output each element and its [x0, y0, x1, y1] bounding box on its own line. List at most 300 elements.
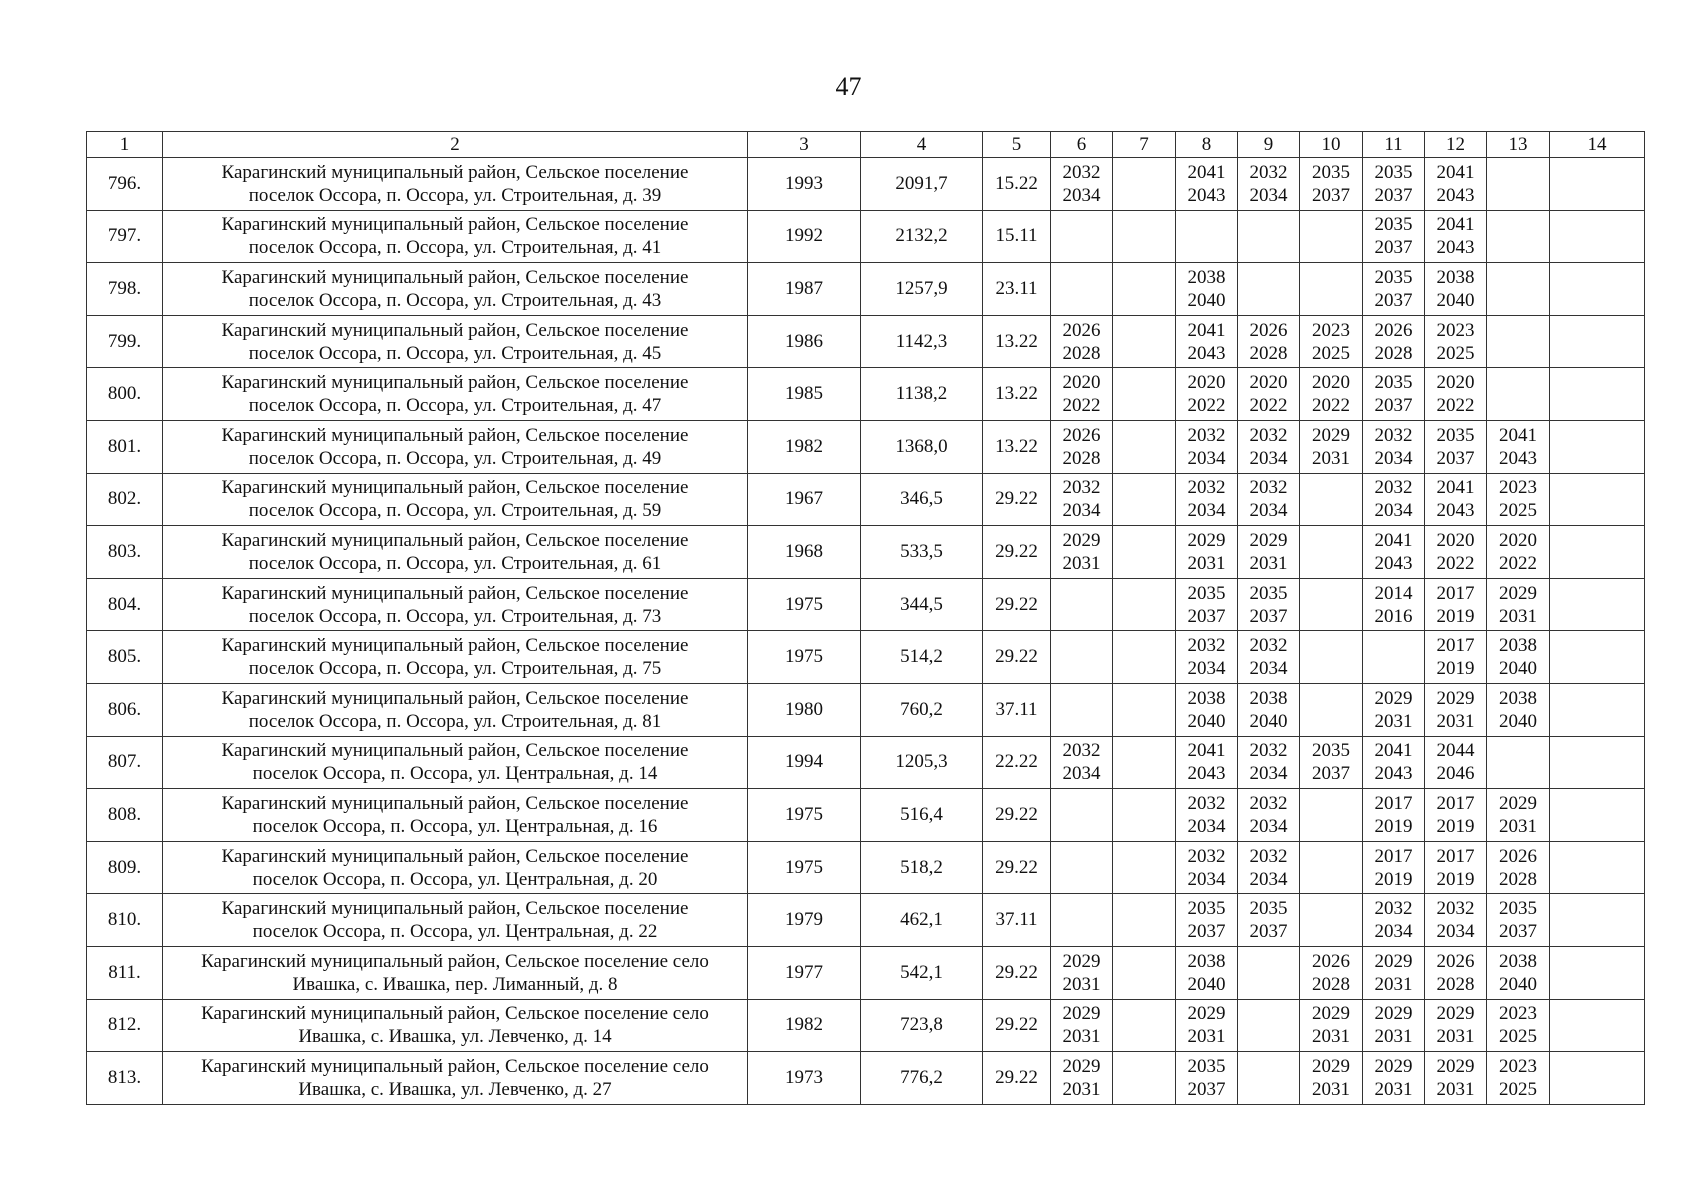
period-cell-col-12	[1425, 631, 1487, 684]
period-end-year	[1238, 1078, 1299, 1101]
period-cell-col-10	[1300, 210, 1363, 263]
period-cell-col-9	[1238, 894, 1300, 947]
period-cell-col-13	[1487, 789, 1550, 842]
period-end-year	[1300, 236, 1362, 259]
period-cell-col-11	[1363, 158, 1425, 211]
period-end-year	[1550, 710, 1644, 733]
period-start-year	[1238, 266, 1299, 289]
period-end-year	[1550, 605, 1644, 628]
period-end-year: 2031	[1187, 1026, 1226, 1048]
period-start-year	[1113, 161, 1175, 184]
period-end-year: 2031	[1312, 447, 1350, 469]
period-end-year	[1487, 236, 1549, 259]
row-number-cell: 811.	[87, 946, 163, 999]
period-end-year	[1300, 657, 1362, 680]
period-cell-col-14	[1550, 210, 1645, 263]
period-start-year	[1113, 529, 1175, 552]
wear-value-cell: 23.11	[983, 263, 1051, 316]
row-number-cell: 813.	[87, 1052, 163, 1105]
period-start-year: 2026	[1499, 845, 1537, 867]
period-start-year: 2029	[1187, 529, 1226, 551]
period-cell-col-11	[1363, 263, 1425, 316]
header-cell-col-12: 12	[1425, 132, 1487, 158]
period-end-year: 2037	[1374, 184, 1413, 206]
period-cell-col-12	[1425, 999, 1487, 1052]
period-start-year	[1113, 1002, 1175, 1025]
period-end-year	[1051, 657, 1112, 680]
period-end-year: 2034	[1249, 447, 1288, 469]
period-start-year: 2038	[1187, 950, 1226, 972]
period-start-year: 2032	[1249, 740, 1288, 762]
period-start-year: 2038	[1499, 950, 1537, 972]
period-start-year	[1550, 897, 1644, 920]
wear-value-cell: 37.11	[983, 894, 1051, 947]
period-start-year	[1238, 1055, 1299, 1078]
period-end-year: 2037	[1187, 1078, 1226, 1100]
period-start-year: 2038	[1499, 635, 1537, 657]
period-cell-col-14	[1550, 1052, 1645, 1105]
period-end-year: 2019	[1374, 815, 1413, 837]
period-start-year	[1051, 582, 1112, 605]
address-cell	[163, 683, 748, 736]
address-line-1: Карагинский муниципальный район, Сельское поселение	[221, 372, 689, 394]
year-built-cell: 1973	[748, 1052, 861, 1105]
period-end-year: 2031	[1062, 552, 1101, 574]
period-start-year	[1550, 476, 1644, 499]
period-start-year: 2041	[1187, 740, 1226, 762]
period-end-year	[1113, 868, 1175, 891]
period-end-year: 2037	[1249, 605, 1288, 627]
period-end-year: 2019	[1436, 658, 1475, 680]
period-start-year	[1487, 161, 1549, 184]
address-cell	[163, 263, 748, 316]
period-cell-col-12	[1425, 315, 1487, 368]
year-built-cell: 1975	[748, 631, 861, 684]
period-cell-col-8	[1176, 368, 1238, 421]
period-cell-col-11	[1363, 683, 1425, 736]
period-start-year: 2029	[1062, 1003, 1101, 1025]
period-end-year	[1051, 868, 1112, 891]
period-start-year: 2035	[1374, 161, 1413, 183]
period-cell-col-9	[1238, 210, 1300, 263]
period-start-year	[1300, 634, 1362, 657]
building-registry-table	[86, 131, 1645, 1105]
period-end-year	[1550, 920, 1644, 943]
period-start-year: 2017	[1436, 582, 1475, 604]
period-cell-col-11	[1363, 841, 1425, 894]
total-area-cell: 1257,9	[861, 263, 983, 316]
row-number-cell: 806.	[87, 683, 163, 736]
period-end-year: 2037	[1374, 237, 1413, 259]
period-cell-col-8	[1176, 158, 1238, 211]
address-line-1: Карагинский муниципальный район, Сельское поселение	[221, 214, 689, 236]
wear-value-cell: 29.22	[983, 578, 1051, 631]
period-start-year	[1487, 739, 1549, 762]
period-start-year: 2020	[1436, 529, 1475, 551]
period-end-year	[1113, 447, 1175, 470]
period-start-year: 2032	[1249, 635, 1288, 657]
address-cell	[163, 1052, 748, 1105]
period-cell-col-11	[1363, 1052, 1425, 1105]
address-line-1: Карагинский муниципальный район, Сельское поселение	[221, 529, 689, 551]
period-end-year	[1300, 710, 1362, 733]
period-start-year	[1113, 792, 1175, 815]
period-start-year	[1300, 529, 1362, 552]
period-start-year: 2038	[1249, 687, 1288, 709]
period-end-year	[1113, 236, 1175, 259]
period-start-year: 2029	[1436, 1055, 1475, 1077]
period-cell-col-9	[1238, 578, 1300, 631]
header-cell-col-3: 3	[748, 132, 861, 158]
period-end-year	[1550, 236, 1644, 259]
period-cell-col-6	[1051, 789, 1113, 842]
period-start-year: 2029	[1499, 582, 1537, 604]
period-cell-col-6	[1051, 894, 1113, 947]
total-area-cell: 1205,3	[861, 736, 983, 789]
period-end-year: 2031	[1187, 552, 1226, 574]
period-start-year: 2029	[1187, 1003, 1226, 1025]
period-end-year: 2037	[1249, 921, 1288, 943]
address-line-2: поселок Оссора, п. Оссора, ул. Строительная, д. 43	[248, 289, 662, 311]
period-end-year	[1051, 605, 1112, 628]
wear-value-cell: 15.11	[983, 210, 1051, 263]
address-line-1: Карагинский муниципальный район, Сельское поселение село	[201, 950, 709, 972]
period-cell-col-14	[1550, 578, 1645, 631]
period-cell-col-14	[1550, 736, 1645, 789]
period-cell-col-13	[1487, 263, 1550, 316]
period-start-year	[1113, 213, 1175, 236]
period-start-year: 2038	[1187, 687, 1226, 709]
period-cell-col-9	[1238, 841, 1300, 894]
period-start-year	[1487, 213, 1549, 236]
period-cell-col-8	[1176, 946, 1238, 999]
period-cell-col-6	[1051, 946, 1113, 999]
period-start-year	[1550, 950, 1644, 973]
period-end-year: 2022	[1187, 395, 1226, 417]
wear-value-cell: 29.22	[983, 631, 1051, 684]
period-cell-col-7	[1113, 736, 1176, 789]
period-cell-col-12	[1425, 210, 1487, 263]
period-start-year	[1113, 845, 1175, 868]
period-cell-col-14	[1550, 999, 1645, 1052]
address-line-2: поселок Оссора, п. Оссора, ул. Строительная, д. 39	[248, 184, 662, 206]
period-cell-col-12	[1425, 946, 1487, 999]
period-cell-col-12	[1425, 263, 1487, 316]
period-end-year	[1238, 289, 1299, 312]
row-number-cell: 803.	[87, 526, 163, 579]
period-start-year: 2041	[1374, 740, 1413, 762]
period-cell-col-12	[1425, 420, 1487, 473]
period-cell-col-9	[1238, 368, 1300, 421]
period-end-year	[1300, 920, 1362, 943]
period-end-year: 2031	[1374, 710, 1413, 732]
period-cell-col-14	[1550, 841, 1645, 894]
year-built-cell: 1979	[748, 894, 861, 947]
period-end-year: 2037	[1187, 921, 1226, 943]
period-start-year: 2032	[1062, 477, 1101, 499]
period-cell-col-7	[1113, 999, 1176, 1052]
period-start-year: 2044	[1436, 740, 1475, 762]
period-start-year: 2017	[1374, 845, 1413, 867]
period-cell-col-6	[1051, 368, 1113, 421]
period-cell-col-14	[1550, 683, 1645, 736]
period-start-year	[1550, 634, 1644, 657]
period-end-year: 2040	[1187, 289, 1226, 311]
address-line-1: Карагинский муниципальный район, Сельское поселение	[221, 845, 689, 867]
address-cell	[163, 789, 748, 842]
period-start-year	[1113, 476, 1175, 499]
period-cell-col-10	[1300, 841, 1363, 894]
period-start-year: 2035	[1312, 161, 1350, 183]
period-end-year: 2034	[1187, 500, 1226, 522]
period-cell-col-12	[1425, 736, 1487, 789]
period-start-year: 2032	[1187, 792, 1226, 814]
period-end-year: 2037	[1499, 921, 1537, 943]
header-cell-col-6: 6	[1051, 132, 1113, 158]
period-cell-col-8	[1176, 789, 1238, 842]
address-line-2: поселок Оссора, п. Оссора, ул. Центральная, д. 22	[252, 921, 658, 943]
period-end-year: 2025	[1312, 342, 1350, 364]
wear-value-cell: 22.22	[983, 736, 1051, 789]
period-end-year	[1300, 605, 1362, 628]
period-start-year: 2035	[1374, 266, 1413, 288]
period-start-year: 2032	[1062, 740, 1101, 762]
period-end-year	[1113, 605, 1175, 628]
wear-value-cell: 37.11	[983, 683, 1051, 736]
period-end-year	[1300, 289, 1362, 312]
period-end-year	[1550, 815, 1644, 838]
period-end-year: 2043	[1436, 237, 1475, 259]
address-line-2: поселок Оссора, п. Оссора, ул. Строительная, д. 49	[248, 447, 662, 469]
wear-value-cell: 13.22	[983, 420, 1051, 473]
table-row	[87, 473, 1645, 526]
period-cell-col-11	[1363, 578, 1425, 631]
address-cell	[163, 631, 748, 684]
period-end-year	[1113, 657, 1175, 680]
period-cell-col-7	[1113, 683, 1176, 736]
period-end-year: 2037	[1312, 763, 1350, 785]
period-start-year	[1113, 634, 1175, 657]
row-number-cell: 812.	[87, 999, 163, 1052]
period-end-year: 2034	[1249, 658, 1288, 680]
period-end-year: 2034	[1062, 184, 1101, 206]
address-line-2: поселок Оссора, п. Оссора, ул. Центральная, д. 14	[252, 763, 658, 785]
period-cell-col-9	[1238, 999, 1300, 1052]
period-cell-col-11	[1363, 473, 1425, 526]
period-start-year: 2029	[1312, 1055, 1350, 1077]
header-cell-col-14: 14	[1550, 132, 1645, 158]
total-area-cell: 346,5	[861, 473, 983, 526]
period-start-year	[1051, 687, 1112, 710]
wear-value-cell: 15.22	[983, 158, 1051, 211]
period-cell-col-9	[1238, 946, 1300, 999]
period-start-year: 2020	[1187, 372, 1226, 394]
address-line-1: Карагинский муниципальный район, Сельское поселение	[221, 635, 689, 657]
period-start-year	[1550, 739, 1644, 762]
period-cell-col-10	[1300, 999, 1363, 1052]
header-cell-col-2: 2	[163, 132, 748, 158]
row-number-cell: 801.	[87, 420, 163, 473]
period-end-year: 2031	[1436, 1078, 1475, 1100]
period-end-year: 2028	[1499, 868, 1537, 890]
period-start-year: 2038	[1187, 266, 1226, 288]
period-start-year: 2032	[1187, 424, 1226, 446]
period-start-year: 2035	[1374, 372, 1413, 394]
period-cell-col-7	[1113, 946, 1176, 999]
period-end-year: 2031	[1499, 815, 1537, 837]
period-cell-col-11	[1363, 789, 1425, 842]
period-cell-col-14	[1550, 946, 1645, 999]
year-built-cell: 1994	[748, 736, 861, 789]
period-end-year: 2028	[1374, 342, 1413, 364]
column-number-header-row	[87, 132, 1645, 158]
period-start-year: 2032	[1187, 477, 1226, 499]
address-line-2: Ивашка, с. Ивашка, ул. Левченко, д. 27	[298, 1078, 612, 1100]
period-end-year	[1238, 1025, 1299, 1048]
period-end-year: 2037	[1312, 184, 1350, 206]
period-start-year: 2035	[1187, 1055, 1226, 1077]
header-cell-col-13: 13	[1487, 132, 1550, 158]
period-start-year: 2029	[1062, 950, 1101, 972]
year-built-cell: 1968	[748, 526, 861, 579]
address-cell	[163, 420, 748, 473]
period-cell-col-8	[1176, 841, 1238, 894]
period-cell-col-11	[1363, 894, 1425, 947]
period-start-year: 2035	[1436, 424, 1475, 446]
row-number-cell: 796.	[87, 158, 163, 211]
address-cell	[163, 736, 748, 789]
period-cell-col-14	[1550, 420, 1645, 473]
period-cell-col-14	[1550, 526, 1645, 579]
period-cell-col-13	[1487, 683, 1550, 736]
period-end-year: 2034	[1249, 184, 1288, 206]
period-start-year	[1550, 1055, 1644, 1078]
period-cell-col-14	[1550, 473, 1645, 526]
period-end-year	[1550, 868, 1644, 891]
period-cell-col-10	[1300, 158, 1363, 211]
period-cell-col-9	[1238, 736, 1300, 789]
period-end-year	[1113, 552, 1175, 575]
period-end-year	[1487, 289, 1549, 312]
period-end-year: 2022	[1499, 552, 1537, 574]
period-start-year: 2017	[1436, 635, 1475, 657]
period-cell-col-13	[1487, 946, 1550, 999]
period-cell-col-7	[1113, 841, 1176, 894]
period-end-year: 2016	[1374, 605, 1413, 627]
period-cell-col-8	[1176, 1052, 1238, 1105]
period-end-year: 2031	[1062, 973, 1101, 995]
period-end-year: 2028	[1249, 342, 1288, 364]
header-cell-col-4: 4	[861, 132, 983, 158]
table-row	[87, 210, 1645, 263]
period-end-year	[1113, 1025, 1175, 1048]
period-start-year	[1300, 897, 1362, 920]
year-built-cell: 1982	[748, 999, 861, 1052]
period-start-year: 2026	[1062, 424, 1101, 446]
period-end-year	[1550, 657, 1644, 680]
period-start-year: 2041	[1374, 529, 1413, 551]
period-end-year	[1238, 236, 1299, 259]
period-cell-col-13	[1487, 631, 1550, 684]
address-cell	[163, 158, 748, 211]
period-end-year	[1113, 920, 1175, 943]
row-number-cell: 797.	[87, 210, 163, 263]
total-area-cell: 533,5	[861, 526, 983, 579]
period-start-year: 2032	[1249, 477, 1288, 499]
period-start-year	[1487, 266, 1549, 289]
row-number-cell: 804.	[87, 578, 163, 631]
period-cell-col-9	[1238, 526, 1300, 579]
period-end-year	[1051, 289, 1112, 312]
period-cell-col-10	[1300, 631, 1363, 684]
period-cell-col-14	[1550, 789, 1645, 842]
period-start-year: 2035	[1312, 740, 1350, 762]
period-cell-col-8	[1176, 578, 1238, 631]
period-cell-col-10	[1300, 683, 1363, 736]
period-start-year	[1550, 529, 1644, 552]
period-end-year: 2034	[1187, 868, 1226, 890]
address-line-2: поселок Оссора, п. Оссора, ул. Центральная, д. 20	[252, 868, 658, 890]
period-end-year: 2031	[1312, 1078, 1350, 1100]
period-end-year	[1550, 552, 1644, 575]
address-line-2: поселок Оссора, п. Оссора, ул. Строительная, д. 81	[248, 710, 662, 732]
table-row	[87, 999, 1645, 1052]
period-cell-col-6	[1051, 841, 1113, 894]
period-cell-col-12	[1425, 526, 1487, 579]
table-row	[87, 894, 1645, 947]
header-cell-col-10: 10	[1300, 132, 1363, 158]
period-end-year: 2040	[1187, 710, 1226, 732]
address-line-2: Ивашка, с. Ивашка, пер. Лиманный, д. 8	[292, 973, 618, 995]
period-cell-col-7	[1113, 263, 1176, 316]
period-start-year	[1300, 213, 1362, 236]
table-row	[87, 631, 1645, 684]
period-cell-col-11	[1363, 631, 1425, 684]
period-start-year: 2032	[1249, 161, 1288, 183]
year-built-cell: 1975	[748, 578, 861, 631]
period-start-year	[1550, 1002, 1644, 1025]
period-start-year: 2041	[1187, 319, 1226, 341]
period-cell-col-8	[1176, 420, 1238, 473]
period-start-year	[1051, 845, 1112, 868]
period-cell-col-12	[1425, 368, 1487, 421]
period-cell-col-9	[1238, 473, 1300, 526]
year-built-cell: 1975	[748, 789, 861, 842]
row-number-cell: 800.	[87, 368, 163, 421]
table-row	[87, 368, 1645, 421]
address-line-2: поселок Оссора, п. Оссора, ул. Строительная, д. 47	[248, 395, 662, 417]
row-number-cell: 807.	[87, 736, 163, 789]
year-built-cell: 1986	[748, 315, 861, 368]
period-cell-col-14	[1550, 315, 1645, 368]
period-cell-col-7	[1113, 578, 1176, 631]
period-cell-col-6	[1051, 736, 1113, 789]
period-end-year	[1113, 394, 1175, 417]
period-start-year: 2029	[1374, 1055, 1413, 1077]
period-end-year	[1051, 710, 1112, 733]
period-cell-col-8	[1176, 894, 1238, 947]
period-cell-col-13	[1487, 1052, 1550, 1105]
period-cell-col-8	[1176, 473, 1238, 526]
period-end-year	[1113, 289, 1175, 312]
period-cell-col-6	[1051, 210, 1113, 263]
period-end-year	[1238, 973, 1299, 996]
row-number-cell: 810.	[87, 894, 163, 947]
total-area-cell: 518,2	[861, 841, 983, 894]
period-start-year: 2032	[1062, 161, 1101, 183]
period-end-year: 2019	[1374, 868, 1413, 890]
period-start-year: 2032	[1374, 424, 1413, 446]
